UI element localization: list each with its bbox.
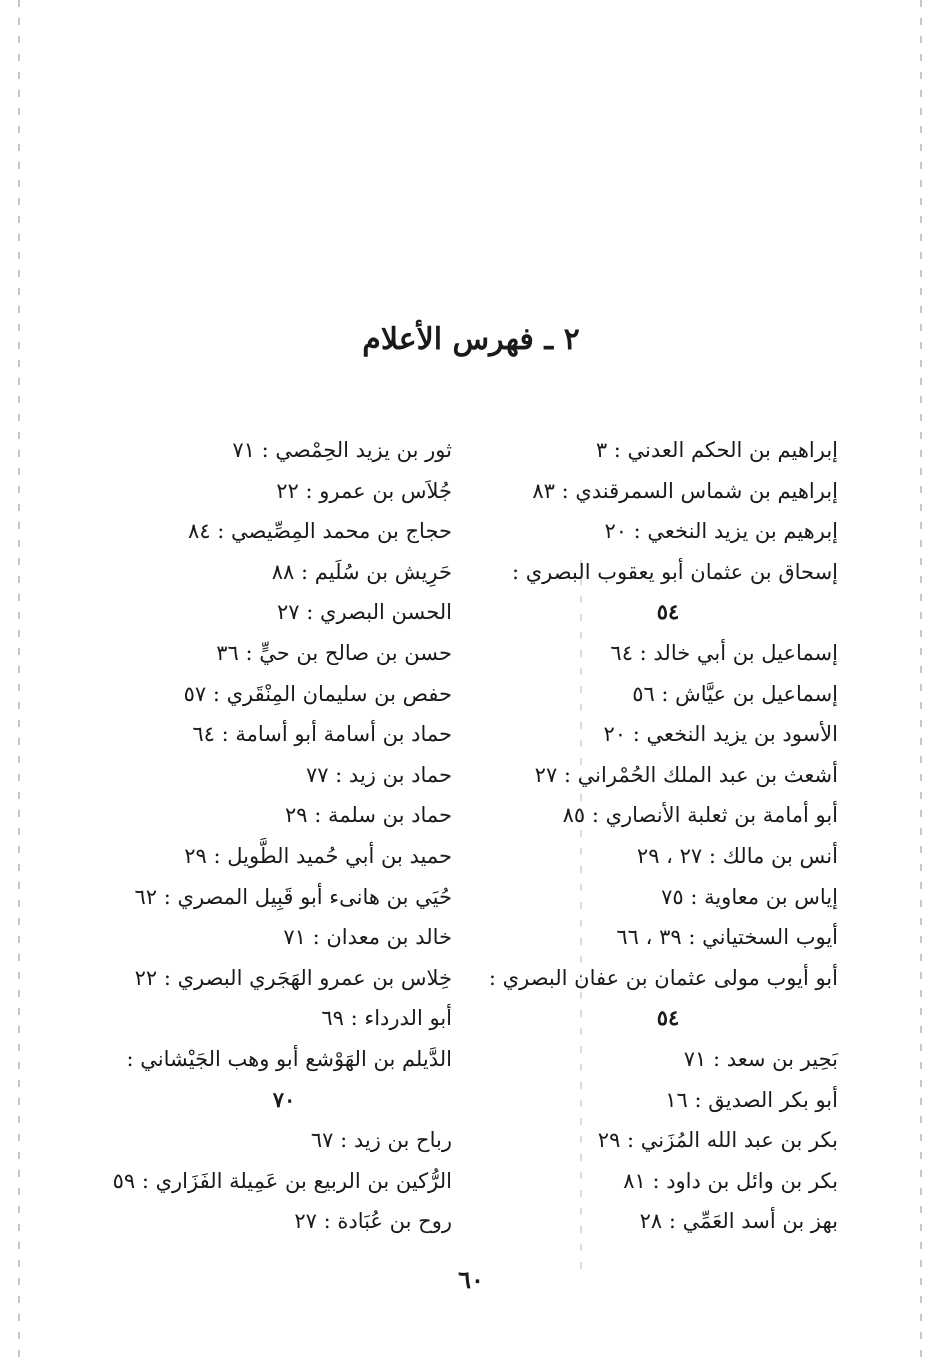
index-entry: الحسن البصري : ٢٧: [277, 600, 452, 625]
index-entry: حماد بن سلمة : ٢٩: [285, 803, 452, 828]
index-entry: حماد بن أسامة أبو أسامة : ٦٤: [192, 722, 452, 747]
index-entry: الأسود بن يزيد النخعي : ٢٠: [603, 722, 838, 747]
index-entry: بكر بن وائل بن داود : ٨١: [623, 1168, 838, 1193]
index-entry: إسحاق بن عثمان أبو يعقوب البصري :: [511, 559, 838, 584]
index-entry: جُلاَس بن عمرو : ٢٢: [276, 478, 452, 503]
index-entry: الدَّيلم بن الهَوْشع أبو وهب الجَيْشاني :: [126, 1046, 452, 1071]
index-entry: حماد بن زيد : ٧٧: [305, 762, 452, 787]
index-entry: إسماعيل بن عيَّاش : ٥٦: [632, 681, 838, 706]
scan-edge-dots: [18, 0, 20, 1362]
page-number: ٦٠: [458, 1265, 484, 1294]
index-entry-continuation: ٥٤: [656, 1005, 680, 1031]
index-entry: بَحِير بن سعد : ٧١: [683, 1046, 838, 1071]
index-entry: أشعث بن عبد الملك الحُمْراني : ٢٧: [534, 762, 838, 787]
index-entry: حميد بن أبي حُميد الطَّويل : ٢٩: [184, 843, 452, 868]
index-entry: بهز بن أسد العَمِّي : ٢٨: [639, 1209, 838, 1234]
index-entry: إبراهيم بن شماس السمرقندي : ٨٣: [532, 478, 838, 503]
index-entry: رباح بن زيد : ٦٧: [310, 1128, 452, 1153]
index-entry: خِلاس بن عمرو الهَجَري البصري : ٢٢: [134, 965, 452, 990]
index-entry: حَرِيش بن سُلَيم : ٨٨: [271, 559, 452, 584]
index-entry: أبو بكر الصديق : ١٦: [665, 1087, 838, 1112]
index-entry: إبرهيم بن يزيد النخعي : ٢٠: [604, 519, 838, 544]
index-entry: الرُّكين بن الربيع بن عَمِيلة الفَزَاري : ٥٩: [112, 1168, 452, 1193]
index-entry: أبو أمامة بن ثعلبة الأنصاري : ٨٥: [562, 803, 838, 828]
index-entry: إبراهيم بن الحكم العدني : ٣: [595, 438, 838, 462]
scan-edge-dots: [920, 0, 922, 1362]
index-column-right: [488, 430, 838, 1242]
index-column-left: [112, 430, 452, 1242]
index-entry: خالد بن معدان : ٧١: [283, 925, 452, 950]
index-entry: إياس بن معاوية : ٧٥: [661, 884, 838, 909]
index-entry: أنس بن مالك : ٢٧ ، ٢٩: [636, 843, 838, 868]
index-entry: بكر بن عبد الله المُزَني : ٢٩: [597, 1128, 838, 1153]
index-entry: حُيَي بن هانىء أبو قَبِيل المصري : ٦٢: [134, 884, 452, 909]
index-entry: حجاج بن محمد المِصِّيصي : ٨٤: [188, 519, 452, 544]
index-entry-continuation: ٥٤: [656, 599, 680, 625]
index-entry: إسماعيل بن أبي خالد : ٦٤: [610, 640, 838, 665]
index-entry-continuation: ٧٠: [272, 1086, 296, 1112]
index-entry: أبو الدرداء : ٦٩: [321, 1006, 452, 1031]
index-entry: أيوب السختياني : ٣٩ ، ٦٦: [616, 925, 838, 950]
index-entry: حفص بن سليمان المِنْقَري : ٥٧: [183, 681, 452, 706]
page-title: ٢ ـ فهرس الأعلام: [362, 322, 580, 357]
index-entry: روح بن عُبَادة : ٢٧: [294, 1209, 452, 1234]
index-entry: أبو أيوب مولى عثمان بن عفان البصري :: [488, 965, 838, 990]
index-entry: ثور بن يزيد الحِمْصي : ٧١: [232, 438, 452, 462]
index-entry: حسن بن صالح بن حيٍّ : ٣٦: [216, 640, 452, 665]
